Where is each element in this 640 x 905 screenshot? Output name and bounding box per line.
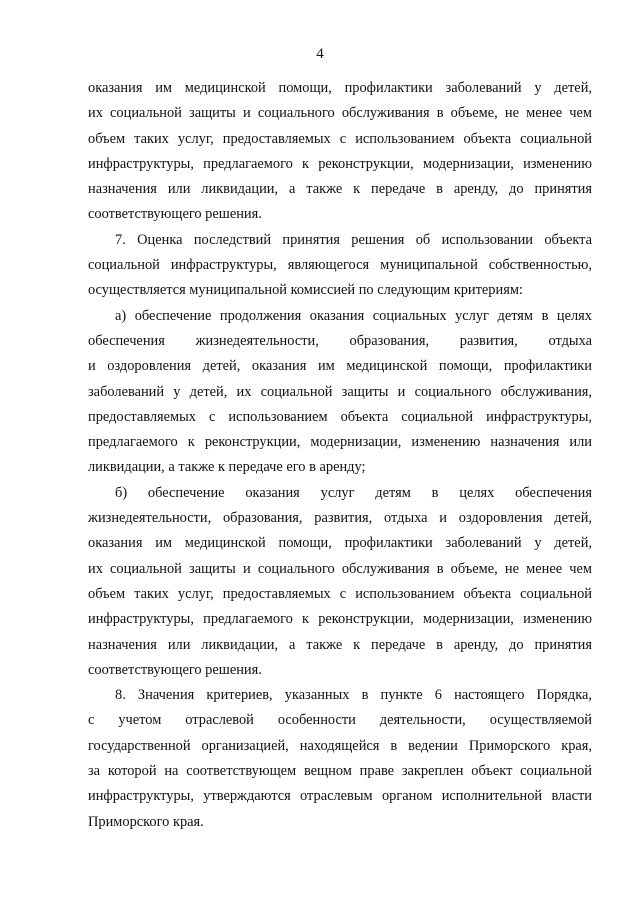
text-line: соответствующего решения. [88, 661, 262, 678]
text-line: обеспечения жизнедеятельности, образования, развития, отдыха [88, 332, 592, 349]
text-line: социальной инфраструктуры, являющегося муниципальной собственностью, [88, 257, 592, 274]
text-line: а) обеспечение продолжения оказания социальных услуг детям в целях [115, 307, 592, 324]
text-line: предлагаемого к реконструкции, модернизации, изменению назначения или [88, 434, 592, 451]
paragraph-item-7 [88, 228, 592, 304]
text-line: объем таких услуг, предоставляемых с использованием объекта социальной [88, 130, 592, 147]
text-line: б) обеспечение оказания услуг детям в целях обеспечения [115, 484, 592, 501]
text-line: оказания им медицинской помощи, профилактики заболеваний у детей, [88, 80, 592, 96]
text-line: предоставляемых с использованием объекта социальной инфраструктуры, [88, 408, 592, 425]
paragraph-item-8 [88, 683, 592, 835]
text-line: осуществляется муниципальной комиссией по следующим критериям: [88, 282, 523, 299]
text-line: объем таких услуг, предоставляемых с использованием объекта социальной [88, 585, 592, 602]
text-line: оказания им медицинской помощи, профилактики заболеваний у детей, [88, 535, 592, 552]
text-line: их социальной защиты и социального обслуживания в объеме, не менее чем [88, 560, 592, 577]
text-line: с учетом отраслевой особенности деятельности, осуществляемой [88, 712, 592, 729]
text-line: заболеваний у детей, их социальной защиты и социального обслуживания, [88, 383, 592, 400]
text-line: назначения или ликвидации, а также к передаче в аренду, до принятия [88, 181, 592, 198]
text-line: назначения или ликвидации, а также к передаче в аренду, до принятия [88, 636, 592, 653]
text-line: инфраструктуры, предлагаемого к реконструкции, модернизации, изменению [88, 611, 592, 628]
text-line: жизнедеятельности, образования, развития, отдыха и оздоровления детей, [88, 510, 592, 527]
text-line: ликвидации, а также к передаче его в аренду; [88, 459, 366, 476]
text-line: 8. Значения критериев, указанных в пункте 6 настоящего Порядка, [115, 687, 592, 704]
text-line: 7. Оценка последствий принятия решения об использовании объекта [115, 231, 592, 248]
paragraph-subitem-a [88, 304, 592, 481]
text-line: Приморского края. [88, 813, 204, 830]
text-line: их социальной защиты и социального обслуживания в объеме, не менее чем [88, 105, 592, 122]
paragraph-subitem-b [88, 481, 592, 683]
document-body [88, 76, 592, 835]
text-line: государственной организацией, находящейся в ведении Приморского края, [88, 737, 592, 754]
text-line: и оздоровления детей, оказания им медицинской помощи, профилактики [88, 358, 592, 375]
text-line: соответствующего решения. [88, 206, 262, 223]
paragraph-continuation [88, 76, 592, 228]
text-line: за которой на соответствующем вещном праве закреплен объект социальной [88, 763, 592, 780]
text-line: инфраструктуры, предлагаемого к реконструкции, модернизации, изменению [88, 155, 592, 172]
page-number: 4 [316, 46, 324, 62]
text-line: инфраструктуры, утверждаются отраслевым органом исполнительной власти [88, 788, 592, 805]
